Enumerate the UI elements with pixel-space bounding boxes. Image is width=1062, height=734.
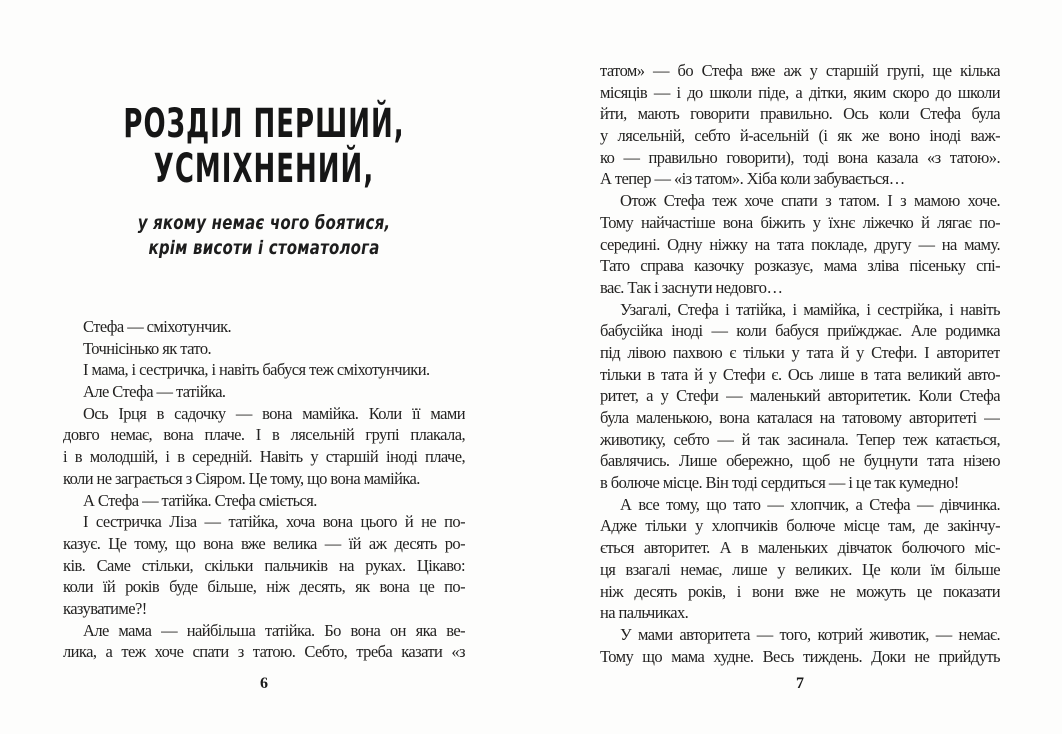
chapter-title — [63, 103, 465, 193]
text-line: А тепер — «із татом». Хіба коли забувається… — [600, 169, 905, 189]
text-line: Тато справа казочку розказує, мама зліва пісеньку спі- — [600, 256, 1000, 276]
paragraph — [63, 620, 465, 663]
paragraph — [600, 190, 1000, 298]
text-line: Але Стефа — татійка. — [83, 382, 226, 402]
paragraph — [63, 381, 465, 403]
text-line: у лясельній, себто й-асельній (і як же воно іноді важ- — [600, 126, 1000, 146]
text-line: І мама, і сестричка, і навіть бабуся теж сміхотунчики. — [83, 360, 430, 380]
text-line: середині. Одну ніжку на тата покладе, другу — на маму. — [600, 234, 1000, 254]
text-line: А все тому, що тато — хлопчик, а Стефа — дівчинка. — [620, 494, 1000, 514]
right-page — [600, 0, 1000, 734]
paragraph — [600, 60, 1000, 190]
text-line: Але мама — найбільша татійка. Бо вона он яка ве- — [83, 620, 465, 640]
text-line: татом» — бо Стефа вже аж у старшій групі, ще кілька — [600, 61, 1000, 80]
paragraph — [63, 511, 465, 619]
paragraph — [63, 359, 465, 381]
text-line: ває. Так і заснути недовго… — [600, 277, 783, 297]
text-line: йти, мають говорити правильно. Ось коли Стефа була — [600, 104, 1000, 124]
paragraph — [63, 338, 465, 360]
text-line: ніж десять років, і вони вже не можуть це показати — [600, 581, 1000, 601]
text-line: бабусійка іноді — коли бабуся приїжджає. Але родимка — [600, 321, 1000, 341]
text-line: і в молодшій, і в середній. Навіть у старшій іноді плаче, — [63, 447, 465, 467]
left-page-body — [63, 316, 465, 663]
chapter-subtitle-line-1: у якому немає чого боятися, — [137, 211, 391, 235]
text-line: на пальчиках. — [600, 603, 689, 623]
text-line: Ось Ірця в садочку — вона мамійка. Коли її мами — [83, 403, 465, 423]
text-line: У мами авторитета — того, котрий животик, — немає. — [620, 624, 1000, 644]
text-line: животику, себто — й так засинала. Тепер теж катається, — [600, 429, 1000, 449]
chapter-subtitle — [63, 211, 465, 261]
text-line: Отож Стефа теж хоче спати з татом. І з мамою хоче. — [620, 191, 1000, 211]
text-line: ків. Саме стільки, скільки пальчиків на руках. Цікаво: — [63, 555, 465, 575]
paragraph — [63, 403, 465, 490]
text-line: ється авторитет. А в маленьких дівчаток болючого міс- — [600, 538, 1000, 558]
chapter-title-line-1: РОЗДІЛ ПЕРШИЙ, — [123, 101, 405, 148]
right-page-number: 7 — [796, 675, 804, 692]
text-line: коли їй років буде більше, ніж десять, як вона це по- — [63, 577, 465, 597]
text-line: довго немає, вона плаче. І в лясельній групі плакала, — [63, 425, 465, 445]
text-line: ритет, а у Стефи — маленький авторитетик. Коли Стефа — [600, 386, 1000, 406]
text-line: тільки в тата й у Стефи є. Ось лише в тата великий авто- — [600, 364, 1000, 384]
text-line: А Стефа — татійка. Стефа сміється. — [83, 490, 317, 510]
text-line: ця взагалі немає, лише у великих. Це коли їм більше — [600, 559, 1000, 579]
paragraph — [600, 299, 1000, 494]
text-line: коли не заграється з Сіяром. Це тому, що вона мамійка. — [63, 468, 420, 488]
text-line: Стефа — сміхотунчик. — [83, 317, 232, 336]
text-line: бавлячись. Лише обережно, щоб не буцнути тата нізею — [600, 451, 1000, 471]
text-line: місяців — і до школи піде, а дітки, яким скоро до школи — [600, 82, 1000, 102]
text-line: в болюче місце. Він тоді сердиться — і це так кумедно! — [600, 473, 959, 493]
right-page-body — [600, 60, 1000, 667]
text-line: Тому найчастіше вона біжить у їхнє ліжечко й лягає по- — [600, 212, 1000, 232]
text-line: під лівою пахвою є тільки у тата й у Стефи. І авторитет — [600, 342, 1000, 362]
text-line: казуватиме?! — [63, 598, 147, 618]
text-line: Тому що мама худне. Весь тиждень. Доки не прийдуть — [600, 646, 1000, 666]
paragraph — [600, 494, 1000, 624]
text-line: І сестричка Ліза — татійка, хоча вона цього й не по- — [83, 512, 465, 532]
chapter-title-line-2: УСМІХНЕНИЙ, — [153, 146, 375, 193]
text-line: Точнісінько як тато. — [83, 338, 212, 358]
text-line: казує. Це тому, що вона вже велика — їй аж десять ро- — [63, 533, 465, 553]
chapter-subtitle-line-2: крім висоти і стоматолога — [148, 236, 380, 260]
left-page — [63, 0, 465, 734]
text-line: ко — правильно говорити), тоді вона казала «з татою». — [600, 147, 1000, 167]
text-line: лика, а теж хоче спати з татою. Себто, треба казати «з — [63, 642, 465, 662]
paragraph — [600, 624, 1000, 667]
text-line: Узагалі, Стефа і татійка, і мамійка, і сестрійка, і навіть — [620, 299, 1000, 319]
paragraph — [63, 316, 465, 338]
text-line: Адже тільки у хлопчиків болюче місце там, де закінчу- — [600, 516, 1000, 536]
paragraph — [63, 490, 465, 512]
left-page-number: 6 — [260, 675, 268, 692]
text-line: була маленькою, вона каталася на татовому авторитеті — — [600, 408, 1000, 427]
